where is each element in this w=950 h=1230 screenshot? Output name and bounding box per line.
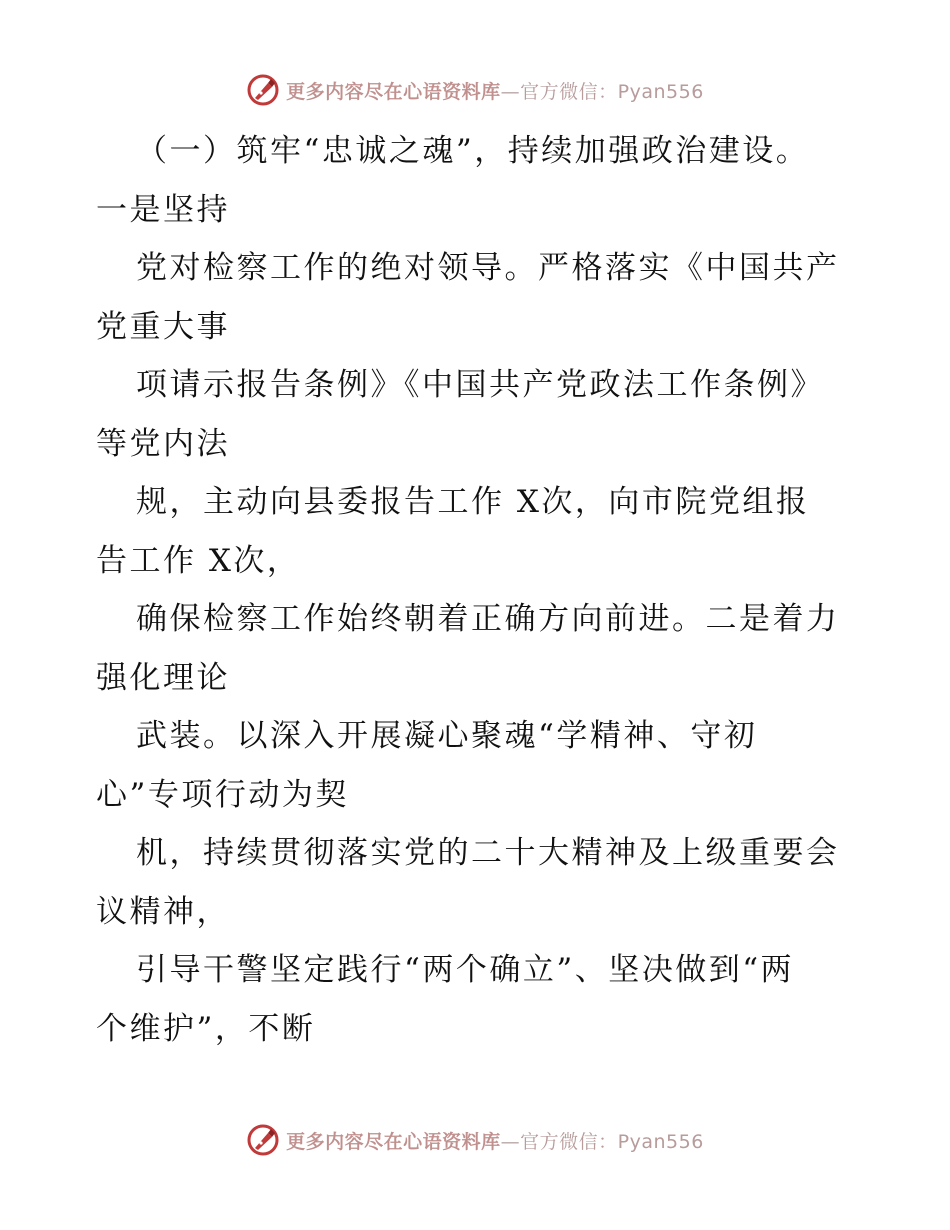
banner-separator: — xyxy=(500,80,521,103)
text-line: 机，持续贯彻落实党的二十大精神及上级重要会 xyxy=(136,835,840,871)
header-banner xyxy=(0,70,950,110)
banner-separator: — xyxy=(500,1130,521,1153)
text-line: 党重大事 xyxy=(96,308,230,345)
pen-nib-logo-icon xyxy=(246,1123,280,1157)
text-line: 议精神， xyxy=(96,893,230,930)
text-line: 一是坚持 xyxy=(96,191,230,228)
banner-contact: 官方微信：Pyan556 xyxy=(520,80,704,103)
document-body xyxy=(96,122,866,1058)
footer-banner xyxy=(0,1120,950,1160)
text-line: 个维护”，不断 xyxy=(96,1010,316,1047)
text-line: 规，主动向县委报告工作 X次，向市院党组报 xyxy=(136,484,810,520)
text-line: 引导干警坚定践行“两个确立”、坚决做到“两 xyxy=(136,952,795,988)
banner-brand: 更多内容尽在心语资料库 xyxy=(286,80,501,103)
text-line: 等党内法 xyxy=(96,425,230,462)
text-line: （一）筑牢“忠诚之魂”，持续加强政治建设。 xyxy=(136,133,810,169)
text-line: 强化理论 xyxy=(96,659,230,696)
text-line: 项请示报告条例》《中国共产党政法工作条例》 xyxy=(136,367,824,403)
text-line: 心”专项行动为契 xyxy=(96,776,349,813)
header-banner-text xyxy=(286,77,704,104)
text-line: 武装。以深入开展凝心聚魂“学精神、守初 xyxy=(136,718,758,754)
text-line: 告工作 X次， xyxy=(96,542,301,579)
text-line: 确保检察工作始终朝着正确方向前进。二是着力 xyxy=(136,601,840,637)
pen-nib-logo-icon xyxy=(246,73,280,107)
text-line: 党对检察工作的绝对领导。严格落实《中国共产 xyxy=(136,250,840,286)
banner-contact: 官方微信：Pyan556 xyxy=(520,1130,704,1153)
footer-banner-text xyxy=(286,1127,704,1154)
banner-brand: 更多内容尽在心语资料库 xyxy=(286,1130,501,1153)
